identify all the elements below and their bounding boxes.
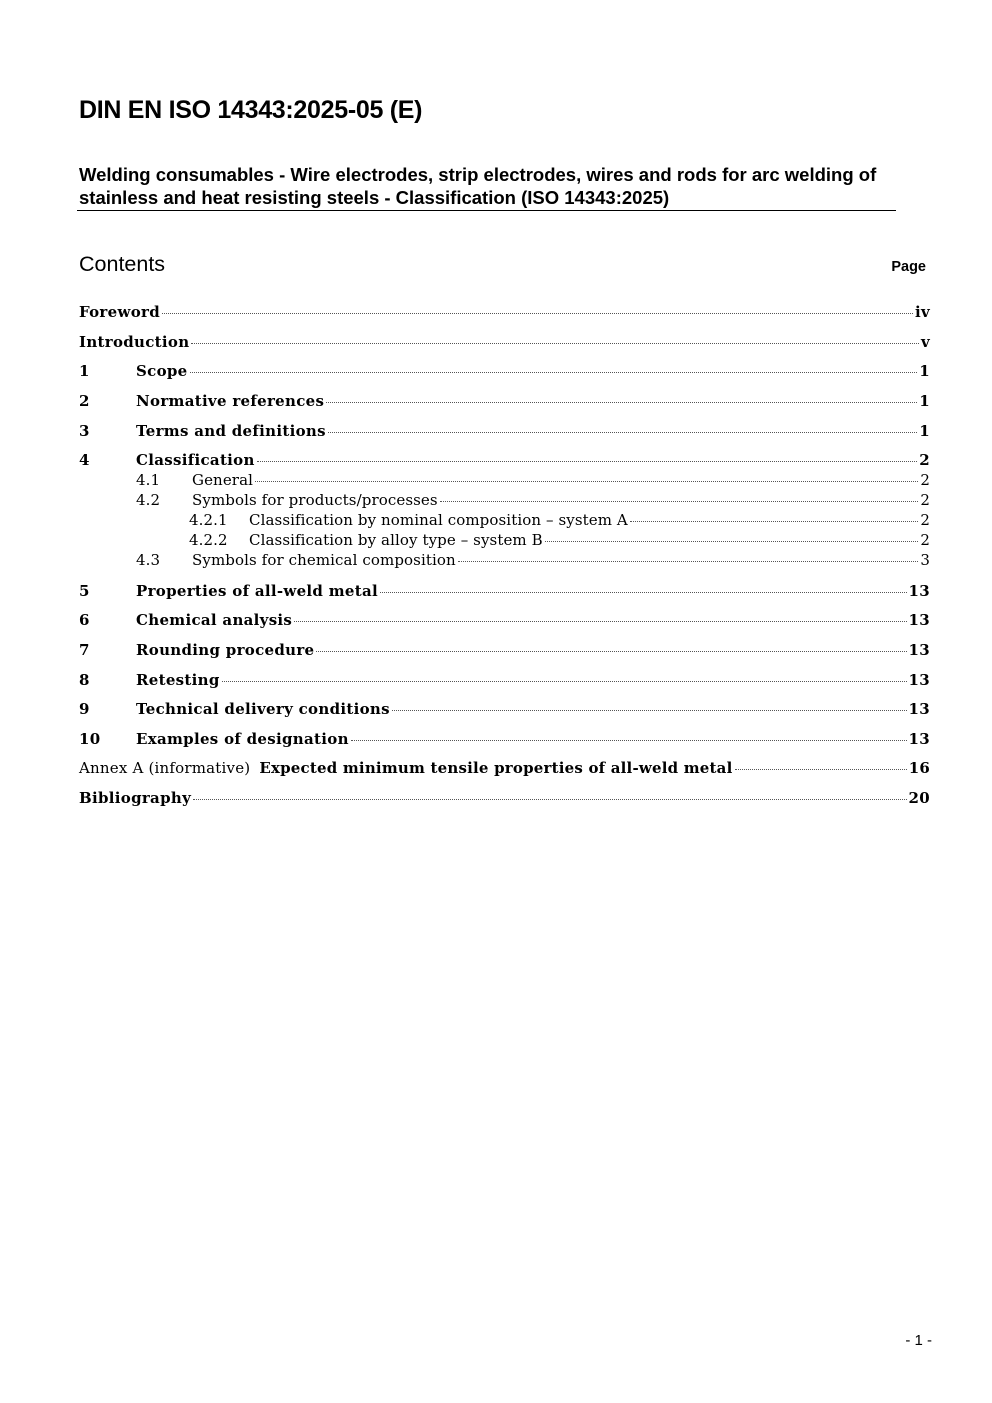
toc-entry-number: 4.3 <box>136 551 161 569</box>
toc-dot-leader <box>193 799 906 800</box>
toc-entry-annex-a[interactable] <box>79 757 930 779</box>
toc-entry-number: 9 <box>79 700 90 718</box>
toc-entry-introduction[interactable] <box>79 331 930 353</box>
toc-entry-title: Normative references <box>136 392 325 410</box>
page-column-label: Page <box>891 259 926 275</box>
toc-entry-chemical-analysis[interactable] <box>79 609 930 631</box>
toc-dot-leader <box>392 710 907 711</box>
toc-entry-title: General <box>192 471 254 489</box>
toc-entry-number: 6 <box>79 611 90 629</box>
toc-entry-page: 2 <box>920 491 930 509</box>
toc-entry-number: 1 <box>79 362 90 380</box>
toc-dot-leader <box>190 372 918 373</box>
toc-entry-title: Technical delivery conditions <box>136 700 390 718</box>
toc-dot-leader <box>735 769 907 770</box>
toc-entry-number: 4.1 <box>136 471 161 489</box>
toc-entry-page: 16 <box>908 759 930 777</box>
document-title: Welding consumables - Wire electrodes, strip electrodes, wires and rods for arc welding of stainless and heat resisting steels - Classification (ISO 14343:2025) <box>79 164 877 208</box>
toc-entry-page: 1 <box>919 392 930 410</box>
toc-dot-leader <box>630 521 918 522</box>
toc-entry-page: 2 <box>920 531 930 549</box>
toc-entry-number: 5 <box>79 582 90 600</box>
toc-dot-leader <box>294 621 906 622</box>
toc-entry-page: 13 <box>908 671 930 689</box>
toc-dot-leader <box>255 481 918 482</box>
toc-entry-page: 3 <box>920 551 930 569</box>
toc-entry-page: 13 <box>908 611 930 629</box>
toc-entry-terms-and-definitions[interactable] <box>79 420 930 442</box>
toc-entry-title: Introduction <box>79 333 190 351</box>
toc-entry-page: 13 <box>908 700 930 718</box>
toc-entry-title: Retesting <box>136 671 220 689</box>
toc-entry-title: Symbols for chemical composition <box>192 551 456 569</box>
toc-entry-number: 10 <box>79 730 101 748</box>
toc-entry-title: Rounding procedure <box>136 641 315 659</box>
toc-dot-leader <box>328 432 917 433</box>
document-id: DIN EN ISO 14343:2025-05 (E) <box>79 96 423 124</box>
toc-entry-page: iv <box>914 303 930 321</box>
toc-dot-leader <box>351 740 907 741</box>
toc-entry-number: 3 <box>79 422 90 440</box>
toc-entry-system-a[interactable] <box>79 510 930 530</box>
toc-entry-symbols-products-processes[interactable] <box>79 490 930 510</box>
toc-entry-title: Classification by alloy type – system B <box>249 531 543 549</box>
toc-entry-number: 4 <box>79 451 90 469</box>
toc-entry-symbols-chemical-composition[interactable] <box>79 550 930 570</box>
toc-dot-leader <box>316 651 906 652</box>
toc-entry-foreword[interactable] <box>79 301 930 323</box>
toc-entry-title: Scope <box>136 362 188 380</box>
page-number: - 1 - <box>905 1332 932 1349</box>
title-underline <box>77 210 896 211</box>
toc-entry-technical-delivery-conditions[interactable] <box>79 698 930 720</box>
toc-entry-examples-of-designation[interactable] <box>79 728 930 750</box>
toc-entry-number: 4.2 <box>136 491 161 509</box>
toc-entry-page: 1 <box>919 422 930 440</box>
toc-entry-normative-references[interactable] <box>79 390 930 412</box>
toc-annex-label: Annex A (informative) <box>79 759 251 777</box>
toc-entry-properties-all-weld-metal[interactable] <box>79 580 930 602</box>
toc-entry-title: Expected minimum tensile properties of all-weld metal <box>259 759 733 777</box>
toc-entry-title: Chemical analysis <box>136 611 293 629</box>
toc-dot-leader <box>257 461 918 462</box>
toc-entry-title: Bibliography <box>79 789 192 807</box>
toc-entry-scope[interactable] <box>79 360 930 382</box>
toc-entry-rounding-procedure[interactable] <box>79 639 930 661</box>
toc-entry-retesting[interactable] <box>79 669 930 691</box>
toc-entry-page: v <box>920 333 930 351</box>
toc-entry-page: 20 <box>908 789 930 807</box>
toc-dot-leader <box>222 681 907 682</box>
toc-entry-title: Symbols for products/processes <box>192 491 438 509</box>
toc-entry-number: 2 <box>79 392 90 410</box>
toc-entry-title: Terms and definitions <box>136 422 326 440</box>
toc-dot-leader <box>191 343 919 344</box>
toc-entry-number: 4.2.1 <box>189 511 228 529</box>
toc-entry-page: 1 <box>919 362 930 380</box>
toc-entry-general[interactable] <box>79 470 930 490</box>
toc-entry-number: 4.2.2 <box>189 531 228 549</box>
toc-dot-leader <box>380 592 907 593</box>
toc-entry-page: 13 <box>908 582 930 600</box>
toc-dot-leader <box>545 541 919 542</box>
toc-dot-leader <box>326 402 917 403</box>
toc-dot-leader <box>440 501 919 502</box>
toc-dot-leader <box>458 561 919 562</box>
toc-entry-page: 2 <box>920 511 930 529</box>
contents-heading: Contents <box>79 252 166 276</box>
toc-entry-number: 8 <box>79 671 90 689</box>
toc-entry-page: 2 <box>919 451 930 469</box>
toc-entry-number: 7 <box>79 641 90 659</box>
toc-entry-bibliography[interactable] <box>79 787 930 809</box>
toc-entry-title: Examples of designation <box>136 730 349 748</box>
toc-entry-title: Foreword <box>79 303 160 321</box>
toc-entry-classification[interactable] <box>79 449 930 471</box>
toc-entry-title: Properties of all-weld metal <box>136 582 379 600</box>
toc-entry-title: Classification by nominal composition – system A <box>249 511 628 529</box>
toc-entry-page: 13 <box>908 730 930 748</box>
toc-entry-title: Classification <box>136 451 255 469</box>
toc-dot-leader <box>162 313 913 314</box>
toc-entry-page: 13 <box>908 641 930 659</box>
toc-entry-system-b[interactable] <box>79 530 930 550</box>
toc-entry-page: 2 <box>920 471 930 489</box>
